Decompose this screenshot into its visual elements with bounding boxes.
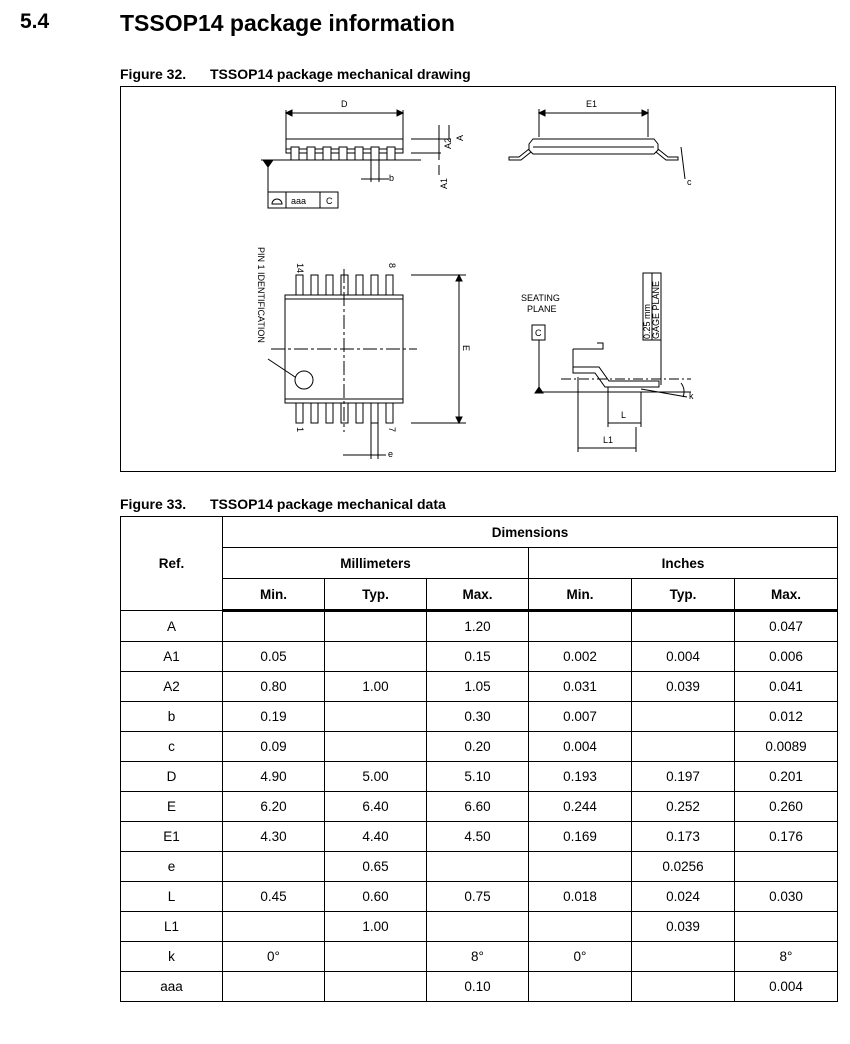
figure-32-number: Figure 32. [120, 66, 187, 82]
section-number: 5.4 [20, 10, 50, 33]
table-row: E1 4.30 4.40 4.50 0.169 0.173 0.176 [121, 822, 838, 852]
label-e-pitch: e [388, 449, 394, 459]
mechanical-drawing [120, 86, 836, 472]
table-row: A1 0.05 0.15 0.002 0.004 0.006 [121, 642, 838, 672]
table-row: aaa 0.10 0.004 [121, 972, 838, 1002]
label-l1: L1 [603, 435, 614, 445]
header-millimeters: Millimeters [223, 548, 529, 579]
table-row: k 0° 8° 0° 8° [121, 942, 838, 972]
header-mm-max: Max. [427, 579, 529, 611]
top-view [256, 247, 471, 459]
label-plane: PLANE [527, 304, 557, 314]
label-c-datum: C [326, 196, 333, 206]
end-view [509, 99, 692, 187]
label-e1: E1 [586, 99, 598, 109]
label-a1: A1 [439, 177, 449, 189]
label-seating-c: C [535, 328, 542, 338]
table-row: A2 0.80 1.00 1.05 0.031 0.039 0.041 [121, 672, 838, 702]
label-pin1-id: PIN 1 IDENTIFICATION [256, 247, 266, 343]
table-row: e 0.65 0.0256 [121, 852, 838, 882]
table-row: L 0.45 0.60 0.75 0.018 0.024 0.030 [121, 882, 838, 912]
label-pin-1: 1 [295, 427, 305, 433]
label-gage-plane: GAGE PLANE [651, 280, 661, 339]
table-row: A 1.20 0.047 [121, 611, 838, 642]
mechanical-data-table [120, 516, 838, 1002]
figure-32-caption [120, 66, 471, 82]
label-seating: SEATING [521, 293, 560, 303]
header-mm-min: Min. [223, 579, 325, 611]
label-a: A [455, 134, 465, 141]
label-l: L [621, 410, 627, 420]
label-c: c [687, 177, 692, 187]
label-a2: A2 [443, 137, 453, 149]
header-dimensions: Dimensions [223, 517, 838, 548]
label-b: b [389, 173, 395, 183]
label-pin-8: 8 [387, 263, 397, 269]
header-ref: Ref. [121, 517, 223, 611]
label-pin-7: 7 [387, 427, 397, 433]
header-in-max: Max. [735, 579, 838, 611]
figure-33-title: TSSOP14 package mechanical data [210, 496, 446, 512]
figure-33-number: Figure 33. [120, 496, 187, 512]
label-aaa: aaa [291, 196, 307, 206]
header-in-min: Min. [529, 579, 632, 611]
side-view [261, 99, 465, 208]
header-inches: Inches [529, 548, 838, 579]
section-title: TSSOP14 package information [120, 10, 455, 36]
table-row: E 6.20 6.40 6.60 0.244 0.252 0.260 [121, 792, 838, 822]
seating-plane-detail [521, 273, 694, 452]
label-e: E [461, 345, 471, 352]
label-d: D [341, 99, 348, 109]
header-in-typ: Typ. [632, 579, 735, 611]
table-row: b 0.19 0.30 0.007 0.012 [121, 702, 838, 732]
table-row: L1 1.00 0.039 [121, 912, 838, 942]
label-pin-14: 14 [295, 263, 305, 274]
table-row: c 0.09 0.20 0.004 0.0089 [121, 732, 838, 762]
figure-33-caption [120, 496, 446, 512]
label-k: k [689, 391, 694, 401]
figure-32-title: TSSOP14 package mechanical drawing [210, 66, 471, 82]
header-mm-typ: Typ. [325, 579, 427, 611]
table-row: D 4.90 5.00 5.10 0.193 0.197 0.201 [121, 762, 838, 792]
label-gage-mm: 0.25 mm [642, 303, 652, 339]
